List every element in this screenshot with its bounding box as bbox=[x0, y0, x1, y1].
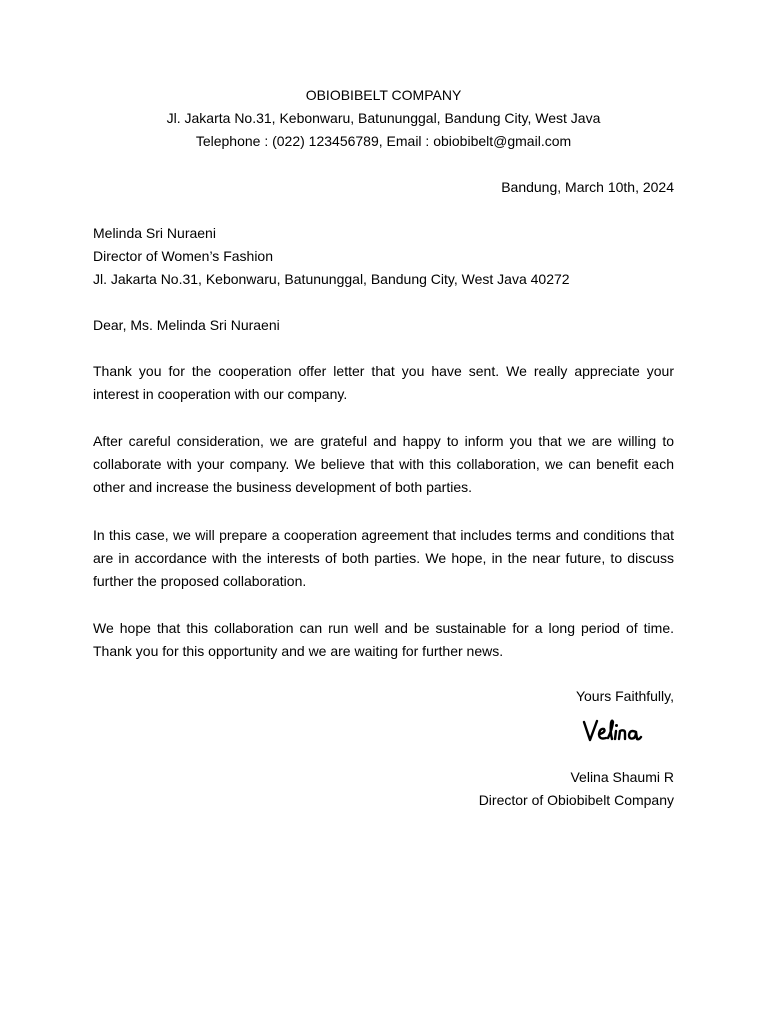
closing: Yours Faithfully, bbox=[575, 688, 674, 704]
body-paragraph-3: In this case, we will prepare a cooperation agreement that includes terms and conditions that are in accordance with the interests of both parties. We hope, in the near future, to discuss further the proposed collaboration. bbox=[93, 527, 674, 590]
company-name: OBIOBIBELT COMPANY bbox=[305, 87, 462, 103]
letterhead bbox=[93, 84, 674, 153]
recipient-address: Jl. Jakarta No.31, Kebonwaru, Batununggal, Bandung City, West Java 40272 bbox=[93, 271, 570, 287]
body-paragraph-2: After careful consideration, we are grateful and happy to inform you that we are willing to collaborate with your company. We believe that with this collaboration, we can benefit each other and increase the business development of both parties. bbox=[93, 432, 674, 495]
body-paragraph-1: Thank you for the cooperation offer letter that you have sent. We really appreciate your interest in cooperation with our company. bbox=[93, 363, 674, 403]
signer-title: Director of Obiobibelt Company bbox=[478, 792, 674, 808]
recipient-block bbox=[93, 222, 674, 291]
signer-block bbox=[93, 766, 674, 812]
body-paragraph-4: We hope that this collaboration can run well and be sustainable for a long period of time. Thank you for this opportunity and we are waiting for further news. bbox=[93, 620, 674, 660]
recipient-name: Melinda Sri Nuraeni bbox=[93, 225, 216, 241]
company-address: Jl. Jakarta No.31, Kebonwaru, Batununggal, Bandung City, West Java bbox=[166, 110, 601, 126]
company-contact: Telephone : (022) 123456789, Email : obiobibelt@gmail.com bbox=[195, 133, 572, 149]
recipient-title: Director of Women’s Fashion bbox=[93, 248, 273, 264]
signature-i-dot bbox=[615, 724, 618, 727]
signature-image bbox=[581, 714, 643, 748]
salutation: Dear, Ms. Melinda Sri Nuraeni bbox=[93, 317, 280, 333]
signer-name: Velina Shaumi R bbox=[570, 769, 674, 785]
letter-date: Bandung, March 10th, 2024 bbox=[501, 179, 674, 195]
